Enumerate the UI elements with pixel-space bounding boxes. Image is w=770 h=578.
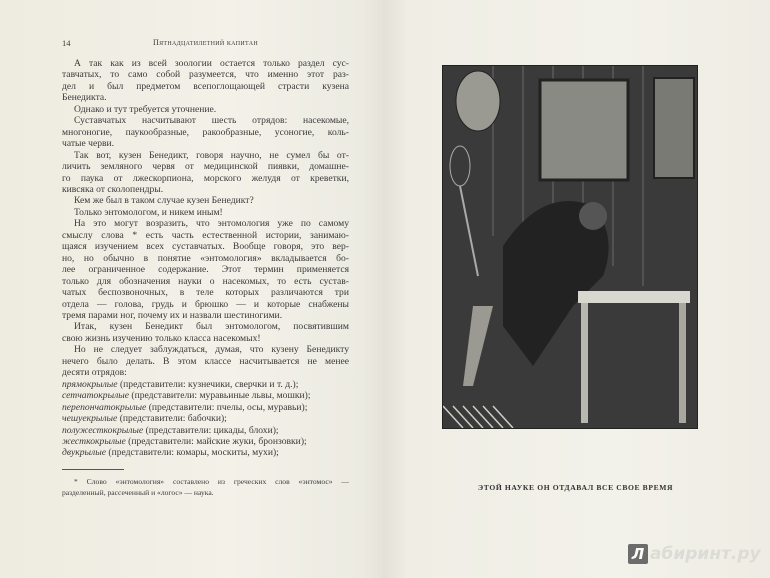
order-term: перепончатокрылые: [62, 401, 147, 413]
order-list-item: [62, 436, 349, 447]
order-term: жесткокрылые: [62, 435, 126, 447]
order-term: чешуекрылые: [62, 413, 118, 425]
footnote-line: разделенный, рассеченный и «логос» — наука.: [62, 487, 214, 497]
text-line: Но не следует заблуждаться, думая, что кузену Бенедикту: [74, 344, 349, 356]
left-page: [62, 38, 349, 498]
text-line: щаяся изучением всех суставчатых. Вообще говоря, это вер-: [62, 241, 349, 253]
order-list-item: [62, 379, 349, 390]
text-line: го паука от лжескорпиона, морского желудя от креветки,: [62, 172, 349, 184]
text-line: кивсяка от сколопендры.: [62, 183, 164, 195]
text-line: чатых беспозвоночных, в теле которых различаются три: [62, 287, 349, 299]
text-line: многоногие, паукообразные, ракообразные, усоногие, коль-: [62, 126, 349, 138]
text-line: отдела — голова, грудь и брюшко — и которые снабжены: [62, 298, 349, 310]
order-list-item: [62, 413, 349, 424]
order-examples: (представители: цикады, блохи);: [143, 424, 279, 436]
text-line: смыслу слова * есть часть естественной истории, занимаю-: [62, 229, 349, 241]
text-line: Так вот, кузен Бенедикт, говоря научно, не сумел бы от-: [74, 149, 349, 161]
text-line: Кем же был в таком случае кузен Бенедикт?: [74, 195, 254, 207]
text-line: лее ограниченное содержание. Этот термин применяется: [62, 264, 349, 276]
order-examples: (представители: пчелы, осы, муравьи);: [146, 401, 308, 413]
text-line: тавчатых, то само собой разумеется, что именно этот раз-: [62, 69, 349, 81]
order-term: двукрылые: [62, 447, 106, 459]
order-list-item: [62, 447, 349, 458]
order-term: сетчатокрылые: [62, 390, 130, 402]
order-examples: (представители: муравьиные львы, мошки);: [129, 390, 311, 402]
watermark-text: абиринт.ру: [650, 544, 761, 564]
text-line: личить земляного червя от медицинской пиявки, домашне-: [62, 161, 349, 173]
text-line: десяти отрядов:: [62, 367, 127, 379]
order-list-item: [62, 390, 349, 401]
engraving-illustration: [442, 65, 698, 429]
footnote-line: * Слово «энтомология» составлено из греческих слов «энтомос» —: [74, 476, 349, 486]
order-term: прямокрылые: [62, 378, 118, 390]
order-examples: (представители: кузнечики, сверчки и т. д.);: [117, 378, 299, 390]
order-list-item: [62, 402, 349, 413]
footnote: [62, 476, 349, 498]
text-line: Бенедикта.: [62, 92, 107, 104]
page-number: 14: [62, 38, 71, 48]
text-line: Однако и тут требуется уточнение.: [74, 103, 217, 115]
text-line: нечего было делать. В этом классе насчитывается не менее: [62, 355, 349, 367]
footnote-rule: [62, 469, 124, 470]
text-line: Только энтомологом, и никем иным!: [74, 206, 223, 218]
text-line: чатые черви.: [62, 138, 115, 150]
body-text: [62, 58, 349, 459]
text-line: А так как из всей зоологии остается только раздел сус-: [74, 58, 349, 69]
order-examples: (представители: комары, москиты, мухи);: [106, 447, 279, 459]
text-line: только для обозначения науки о насекомых, то есть сустав-: [62, 275, 349, 287]
illustration-caption: ЭТОЙ НАУКЕ ОН ОТДАВАЛ ВСЕ СВОЕ ВРЕМЯ: [478, 483, 674, 492]
text-line: дел и был предметом всепоглощающей страсти кузена: [62, 80, 349, 92]
labirint-logo-icon: Л: [628, 544, 648, 564]
order-term: полужесткокрылые: [62, 424, 144, 436]
running-head: [62, 38, 349, 52]
text-line: Суставчатых насчитывают шесть отрядов: насекомые,: [74, 115, 349, 127]
order-examples: (представители: бабочки);: [117, 413, 227, 425]
running-title: Пятнадцатилетний капитан: [153, 38, 258, 47]
text-line: На это могут возразить, что энтомология уже по самому: [74, 218, 349, 230]
order-list-item: [62, 425, 349, 436]
text-line: тремя парами ног, почему их и назвали шестиногими.: [62, 309, 283, 321]
labirint-watermark: [628, 544, 761, 564]
text-line: но, но обычно в понятие «энтомология» вкладывается бо-: [62, 252, 349, 264]
order-examples: (представители: майские жуки, бронзовки);: [125, 435, 307, 447]
text-line: Итак, кузен Бенедикт был энтомологом, посвятившим: [74, 321, 349, 333]
text-line: свою жизнь изучению только класса насекомых!: [62, 332, 261, 344]
